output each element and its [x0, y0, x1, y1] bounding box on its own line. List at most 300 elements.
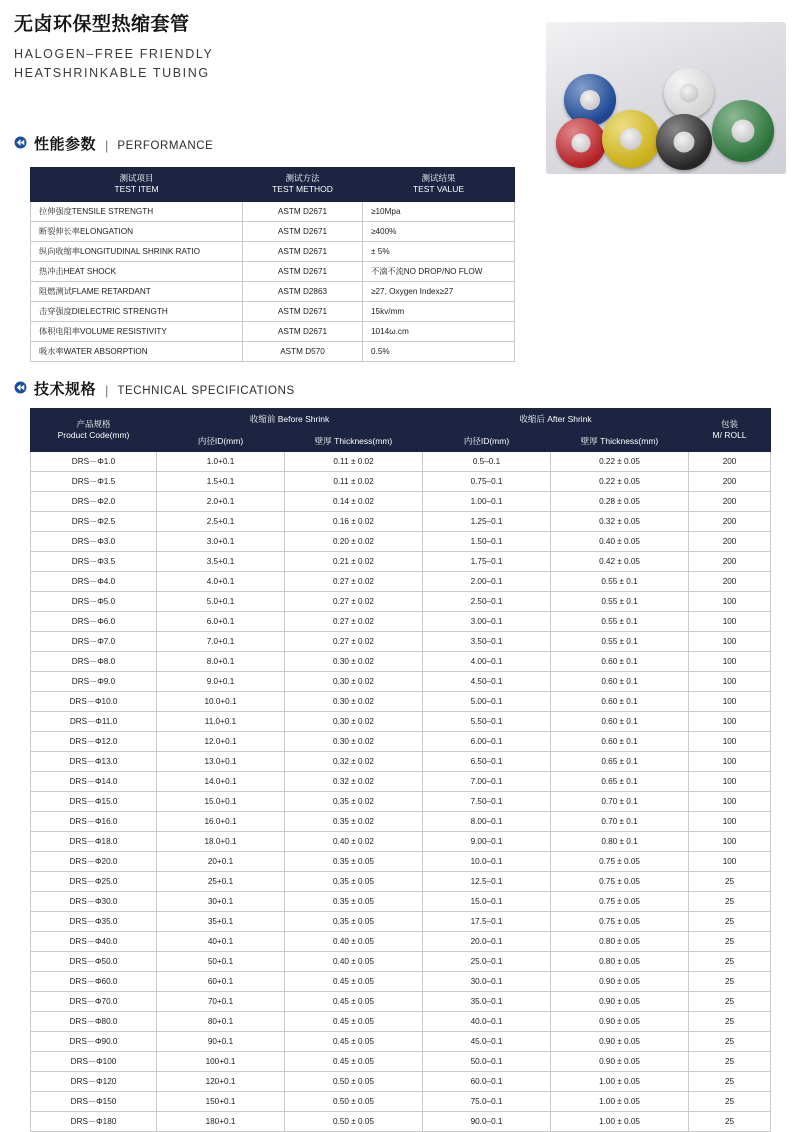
header-cn-inline: 收缩后 [519, 414, 545, 424]
spec-cell-code: DRS－Φ180 [31, 1112, 157, 1132]
table-row [31, 912, 771, 932]
table-row [31, 492, 771, 512]
spec-cell-after-id: 7.50–0.1 [423, 792, 551, 812]
table-row [31, 772, 771, 792]
spec-cell-before-thickness: 0.40 ± 0.02 [285, 832, 423, 852]
spec-cell-before-id: 3.5+0.1 [157, 552, 285, 572]
performance-cell-value: ± 5% [363, 241, 515, 261]
spec-cell-packing: 100 [689, 672, 771, 692]
spec-cell-after-thickness: 0.75 ± 0.05 [551, 912, 689, 932]
spec-cell-after-thickness: 0.60 ± 0.1 [551, 672, 689, 692]
spec-cell-before-id: 9.0+0.1 [157, 672, 285, 692]
table-row [31, 712, 771, 732]
spec-cell-packing: 25 [689, 1112, 771, 1132]
spec-cell-code: DRS－Φ15.0 [31, 792, 157, 812]
table-row [31, 281, 515, 301]
spec-cell-before-thickness: 0.40 ± 0.05 [285, 952, 423, 972]
spec-cell-after-thickness: 0.28 ± 0.05 [551, 492, 689, 512]
performance-cell-item: 吸水率WATER ABSORPTION [31, 341, 243, 361]
spec-cell-after-thickness: 0.40 ± 0.05 [551, 532, 689, 552]
technical-heading-separator: | [105, 383, 109, 398]
spec-cell-code: DRS－Φ12.0 [31, 732, 157, 752]
spec-cell-before-thickness: 0.35 ± 0.05 [285, 892, 423, 912]
table-row [31, 321, 515, 341]
spec-cell-code: DRS－Φ35.0 [31, 912, 157, 932]
spec-cell-after-thickness: 0.55 ± 0.1 [551, 632, 689, 652]
spec-cell-code: DRS－Φ5.0 [31, 592, 157, 612]
performance-heading-cn: 性能参数 [34, 136, 97, 153]
spec-cell-before-id: 13.0+0.1 [157, 752, 285, 772]
spec-cell-after-thickness: 0.70 ± 0.1 [551, 812, 689, 832]
spec-cell-packing: 100 [689, 772, 771, 792]
document-header [14, 14, 534, 84]
performance-cell-value: ≥10Mpa [363, 201, 515, 221]
spec-cell-code: DRS－Φ18.0 [31, 832, 157, 852]
header-cn: 产品规格 [76, 418, 111, 429]
performance-table [30, 167, 515, 362]
roll-core [572, 134, 591, 153]
spec-cell-packing: 25 [689, 1052, 771, 1072]
spec-cell-before-thickness: 0.35 ± 0.02 [285, 812, 423, 832]
table-row [31, 261, 515, 281]
spec-cell-before-id: 6.0+0.1 [157, 612, 285, 632]
spec-subheader-before-thickness: 壁厚 Thickness(mm) [285, 431, 423, 452]
spec-cell-after-id: 8.00–0.1 [423, 812, 551, 832]
spec-subheader-after-thickness: 壁厚 Thickness(mm) [551, 431, 689, 452]
spec-cell-code: DRS－Φ30.0 [31, 892, 157, 912]
spec-cell-before-thickness: 0.16 ± 0.02 [285, 512, 423, 532]
spec-cell-before-thickness: 0.45 ± 0.05 [285, 992, 423, 1012]
spec-cell-before-id: 150+0.1 [157, 1092, 285, 1112]
spec-cell-after-id: 2.00–0.1 [423, 572, 551, 592]
spec-cell-before-id: 10.0+0.1 [157, 692, 285, 712]
spec-cell-after-thickness: 0.60 ± 0.1 [551, 712, 689, 732]
white-roll [664, 68, 714, 118]
spec-cell-after-thickness: 1.00 ± 0.05 [551, 1072, 689, 1092]
spec-cell-before-id: 60+0.1 [157, 972, 285, 992]
spec-cell-before-id: 35+0.1 [157, 912, 285, 932]
spec-cell-code: DRS－Φ25.0 [31, 872, 157, 892]
performance-cell-item: 热冲击HEAT SHOCK [31, 261, 243, 281]
spec-cell-packing: 25 [689, 872, 771, 892]
roll-core [620, 128, 642, 150]
spec-cell-after-thickness: 1.00 ± 0.05 [551, 1092, 689, 1112]
spec-cell-code: DRS－Φ1.0 [31, 452, 157, 472]
spec-cell-after-id: 10.0–0.1 [423, 852, 551, 872]
roll-core [580, 90, 600, 110]
spec-cell-after-id: 1.00–0.1 [423, 492, 551, 512]
spec-cell-after-id: 45.0–0.1 [423, 1032, 551, 1052]
spec-cell-before-thickness: 0.40 ± 0.05 [285, 932, 423, 952]
spec-cell-before-thickness: 0.35 ± 0.02 [285, 792, 423, 812]
spec-cell-after-thickness: 0.90 ± 0.05 [551, 1052, 689, 1072]
spec-cell-before-thickness: 0.27 ± 0.02 [285, 612, 423, 632]
spec-cell-code: DRS－Φ3.0 [31, 532, 157, 552]
spec-cell-before-id: 16.0+0.1 [157, 812, 285, 832]
header-cn-inline: 收缩前 [249, 414, 276, 424]
spec-cell-after-id: 2.50–0.1 [423, 592, 551, 612]
table-row [31, 241, 515, 261]
roll-core [674, 132, 695, 153]
table-row [31, 552, 771, 572]
spec-cell-before-thickness: 0.45 ± 0.05 [285, 1012, 423, 1032]
performance-table-head [31, 168, 515, 202]
spec-cell-before-id: 90+0.1 [157, 1032, 285, 1052]
spec-subheader-before-id: 内径ID(mm) [157, 431, 285, 452]
table-row [31, 992, 771, 1012]
spec-cell-packing: 25 [689, 1092, 771, 1112]
performance-cell-method: ASTM D2671 [243, 301, 363, 321]
page-title-en-line2: HEATSHRINKABLE TUBING [14, 66, 210, 81]
spec-cell-before-id: 80+0.1 [157, 1012, 285, 1032]
spec-cell-code: DRS－Φ90.0 [31, 1032, 157, 1052]
roll-core [732, 120, 755, 143]
spec-cell-code: DRS－Φ60.0 [31, 972, 157, 992]
spec-cell-after-thickness: 0.42 ± 0.05 [551, 552, 689, 572]
spec-cell-after-id: 3.00–0.1 [423, 612, 551, 632]
spec-cell-code: DRS－Φ6.0 [31, 612, 157, 632]
spec-cell-before-thickness: 0.20 ± 0.02 [285, 532, 423, 552]
spec-cell-packing: 25 [689, 912, 771, 932]
table-row [31, 201, 515, 221]
table-row [31, 672, 771, 692]
performance-cell-method: ASTM D2671 [243, 321, 363, 341]
spec-cell-before-thickness: 0.27 ± 0.02 [285, 592, 423, 612]
performance-heading-separator: | [105, 138, 109, 153]
table-row [31, 1092, 771, 1112]
technical-specifications-table [30, 408, 771, 1132]
table-row [31, 1052, 771, 1072]
performance-cell-item: 纵向收缩率LONGITUDINAL SHRINK RATIO [31, 241, 243, 261]
spec-cell-before-thickness: 0.30 ± 0.02 [285, 692, 423, 712]
performance-cell-item: 体积电阻率VOLUME RESISTIVITY [31, 321, 243, 341]
table-row [31, 852, 771, 872]
spec-cell-code: DRS－Φ20.0 [31, 852, 157, 872]
spec-cell-packing: 200 [689, 572, 771, 592]
spec-cell-after-thickness: 0.80 ± 0.05 [551, 952, 689, 972]
performance-cell-item: 击穿强度DIELECTRIC STRENGTH [31, 301, 243, 321]
table-row [31, 652, 771, 672]
spec-cell-before-id: 14.0+0.1 [157, 772, 285, 792]
table-row [31, 632, 771, 652]
spec-cell-code: DRS－Φ7.0 [31, 632, 157, 652]
performance-cell-value: ≥27, Oxygen Index≥27 [363, 281, 515, 301]
spec-header-after-shrink [423, 409, 689, 431]
page-title-en-line1: HALOGEN–FREE FRIENDLY [14, 46, 214, 61]
spec-cell-before-thickness: 0.50 ± 0.05 [285, 1112, 423, 1132]
spec-cell-packing: 100 [689, 692, 771, 712]
table-row [31, 892, 771, 912]
header-before-shrink-text [159, 414, 420, 425]
table-row [31, 752, 771, 772]
header-en-inline: Before Shrink [277, 414, 330, 424]
spec-cell-before-id: 70+0.1 [157, 992, 285, 1012]
spec-cell-packing: 200 [689, 452, 771, 472]
spec-cell-before-thickness: 0.45 ± 0.05 [285, 1032, 423, 1052]
performance-header-test-method [243, 168, 363, 202]
spec-header-product-code [31, 409, 157, 452]
spec-cell-before-thickness: 0.45 ± 0.05 [285, 1052, 423, 1072]
spec-cell-packing: 200 [689, 472, 771, 492]
spec-group-header-row [31, 409, 771, 431]
performance-header-test-item [31, 168, 243, 202]
table-row [31, 341, 515, 361]
table-row [31, 872, 771, 892]
green-roll [712, 100, 774, 162]
blue-roll [564, 74, 616, 126]
table-row [31, 1012, 771, 1032]
spec-cell-after-thickness: 0.22 ± 0.05 [551, 452, 689, 472]
spec-cell-packing: 200 [689, 492, 771, 512]
spec-cell-after-id: 25.0–0.1 [423, 952, 551, 972]
spec-cell-code: DRS－Φ50.0 [31, 952, 157, 972]
performance-cell-item: 断裂伸长率ELONGATION [31, 221, 243, 241]
page-title-cn: 无卤环保型热缩套管 [14, 14, 190, 35]
black-roll [656, 114, 712, 170]
spec-cell-code: DRS－Φ14.0 [31, 772, 157, 792]
spec-cell-packing: 100 [689, 812, 771, 832]
spec-cell-after-id: 6.00–0.1 [423, 732, 551, 752]
spec-cell-after-id: 75.0–0.1 [423, 1092, 551, 1112]
spec-cell-code: DRS－Φ16.0 [31, 812, 157, 832]
spec-cell-before-thickness: 0.14 ± 0.02 [285, 492, 423, 512]
spec-cell-after-thickness: 0.90 ± 0.05 [551, 1032, 689, 1052]
performance-cell-method: ASTM D2671 [243, 221, 363, 241]
spec-cell-code: DRS－Φ9.0 [31, 672, 157, 692]
spec-cell-before-id: 120+0.1 [157, 1072, 285, 1092]
yellow-roll [602, 110, 660, 168]
spec-cell-before-thickness: 0.35 ± 0.05 [285, 872, 423, 892]
diamond-bullet-icon [14, 381, 27, 394]
header-cn: 测试结果 [421, 173, 456, 183]
spec-cell-after-id: 7.00–0.1 [423, 772, 551, 792]
performance-heading-en: PERFORMANCE [117, 139, 214, 152]
spec-cell-packing: 25 [689, 892, 771, 912]
spec-cell-code: DRS－Φ4.0 [31, 572, 157, 592]
spec-cell-before-id: 4.0+0.1 [157, 572, 285, 592]
header-en: TEST METHOD [272, 184, 333, 195]
spec-cell-after-id: 4.00–0.1 [423, 652, 551, 672]
performance-section-heading [14, 136, 213, 152]
spec-cell-before-thickness: 0.32 ± 0.02 [285, 752, 423, 772]
performance-cell-value: ≥400% [363, 221, 515, 241]
performance-cell-value: 15kv/mm [363, 301, 515, 321]
spec-subheader-after-id: 内径ID(mm) [423, 431, 551, 452]
spec-cell-before-id: 1.0+0.1 [157, 452, 285, 472]
spec-cell-packing: 25 [689, 952, 771, 972]
table-row [31, 612, 771, 632]
header-en-inline: After Shrink [547, 414, 592, 424]
spec-cell-code: DRS－Φ40.0 [31, 932, 157, 952]
performance-header-row [31, 168, 515, 202]
spec-cell-after-id: 0.5–0.1 [423, 452, 551, 472]
spec-cell-before-thickness: 0.30 ± 0.02 [285, 672, 423, 692]
spec-cell-after-id: 60.0–0.1 [423, 1072, 551, 1092]
table-row [31, 972, 771, 992]
spec-cell-code: DRS－Φ13.0 [31, 752, 157, 772]
spec-cell-after-id: 40.0–0.1 [423, 1012, 551, 1032]
performance-cell-method: ASTM D2671 [243, 241, 363, 261]
spec-header-before-shrink [157, 409, 423, 431]
spec-cell-before-id: 50+0.1 [157, 952, 285, 972]
spec-cell-after-thickness: 0.75 ± 0.05 [551, 872, 689, 892]
spec-cell-packing: 25 [689, 1032, 771, 1052]
diamond-bullet-icon [14, 136, 27, 149]
spec-cell-after-id: 30.0–0.1 [423, 972, 551, 992]
table-row [31, 472, 771, 492]
spec-cell-packing: 100 [689, 652, 771, 672]
spec-cell-after-thickness: 0.60 ± 0.1 [551, 652, 689, 672]
spec-cell-before-thickness: 0.35 ± 0.05 [285, 852, 423, 872]
spec-cell-packing: 100 [689, 752, 771, 772]
spec-cell-before-id: 2.0+0.1 [157, 492, 285, 512]
header-cn: 测试方法 [285, 173, 320, 183]
spec-cell-after-id: 0.75–0.1 [423, 472, 551, 492]
spec-cell-before-thickness: 0.30 ± 0.02 [285, 712, 423, 732]
header-cn: 测试项目 [119, 173, 154, 183]
spec-cell-before-thickness: 0.30 ± 0.02 [285, 732, 423, 752]
spec-cell-packing: 100 [689, 852, 771, 872]
performance-cell-method: ASTM D2671 [243, 261, 363, 281]
spec-cell-packing: 100 [689, 832, 771, 852]
table-row [31, 732, 771, 752]
spec-cell-after-thickness: 0.90 ± 0.05 [551, 972, 689, 992]
spec-cell-after-thickness: 0.55 ± 0.1 [551, 572, 689, 592]
table-row [31, 1072, 771, 1092]
spec-cell-code: DRS－Φ10.0 [31, 692, 157, 712]
performance-header-test-value [363, 168, 515, 202]
table-row [31, 952, 771, 972]
spec-cell-before-id: 100+0.1 [157, 1052, 285, 1072]
spec-cell-after-id: 1.50–0.1 [423, 532, 551, 552]
spec-cell-packing: 25 [689, 992, 771, 1012]
spec-cell-before-thickness: 0.32 ± 0.02 [285, 772, 423, 792]
table-row [31, 692, 771, 712]
spec-cell-packing: 100 [689, 612, 771, 632]
spec-cell-before-id: 3.0+0.1 [157, 532, 285, 552]
table-row [31, 512, 771, 532]
spec-cell-after-id: 1.75–0.1 [423, 552, 551, 572]
spec-cell-packing: 25 [689, 972, 771, 992]
spec-cell-packing: 25 [689, 1012, 771, 1032]
spec-cell-after-id: 20.0–0.1 [423, 932, 551, 952]
spec-cell-after-thickness: 0.75 ± 0.05 [551, 892, 689, 912]
header-cn: 包装 [721, 418, 739, 429]
table-row [31, 792, 771, 812]
table-row [31, 221, 515, 241]
spec-cell-after-id: 90.0–0.1 [423, 1112, 551, 1132]
spec-cell-after-thickness: 0.90 ± 0.05 [551, 992, 689, 1012]
spec-cell-packing: 200 [689, 552, 771, 572]
spec-cell-after-thickness: 0.60 ± 0.1 [551, 732, 689, 752]
header-en: TEST ITEM [114, 184, 159, 195]
spec-cell-code: DRS－Φ8.0 [31, 652, 157, 672]
technical-heading-cn: 技术规格 [34, 381, 97, 398]
spec-cell-packing: 200 [689, 532, 771, 552]
spec-cell-before-thickness: 0.35 ± 0.05 [285, 912, 423, 932]
spec-cell-code: DRS－Φ120 [31, 1072, 157, 1092]
spec-cell-after-id: 9.00–0.1 [423, 832, 551, 852]
spec-cell-after-id: 15.0–0.1 [423, 892, 551, 912]
header-en: TEST VALUE [412, 184, 465, 195]
table-row [31, 301, 515, 321]
spec-cell-before-id: 40+0.1 [157, 932, 285, 952]
table-row [31, 592, 771, 612]
spec-cell-packing: 25 [689, 1072, 771, 1092]
table-row [31, 1112, 771, 1132]
spec-cell-packing: 100 [689, 792, 771, 812]
spec-cell-packing: 100 [689, 732, 771, 752]
performance-cell-value: 1014ω.cm [363, 321, 515, 341]
spec-cell-after-thickness: 0.65 ± 0.1 [551, 772, 689, 792]
spec-cell-code: DRS－Φ80.0 [31, 1012, 157, 1032]
spec-cell-packing: 100 [689, 712, 771, 732]
spec-cell-before-id: 18.0+0.1 [157, 832, 285, 852]
roll-core [680, 84, 699, 103]
performance-cell-item: 阻燃测试FLAME RETARDANT [31, 281, 243, 301]
spec-cell-packing: 25 [689, 932, 771, 952]
spec-cell-code: DRS－Φ70.0 [31, 992, 157, 1012]
spec-cell-code: DRS－Φ2.5 [31, 512, 157, 532]
technical-heading-en: TECHNICAL SPECIFICATIONS [117, 384, 295, 397]
spec-cell-after-id: 50.0–0.1 [423, 1052, 551, 1072]
spec-cell-after-id: 3.50–0.1 [423, 632, 551, 652]
spec-cell-before-id: 7.0+0.1 [157, 632, 285, 652]
spec-cell-after-thickness: 0.22 ± 0.05 [551, 472, 689, 492]
spec-cell-after-thickness: 0.70 ± 0.1 [551, 792, 689, 812]
performance-cell-value: 不滴不流NO DROP/NO FLOW [363, 261, 515, 281]
spec-cell-before-id: 12.0+0.1 [157, 732, 285, 752]
spec-cell-packing: 200 [689, 512, 771, 532]
spec-cell-before-thickness: 0.11 ± 0.02 [285, 472, 423, 492]
spec-cell-after-id: 35.0–0.1 [423, 992, 551, 1012]
spec-cell-after-thickness: 0.65 ± 0.1 [551, 752, 689, 772]
spec-cell-code: DRS－Φ1.5 [31, 472, 157, 492]
spec-cell-before-id: 30+0.1 [157, 892, 285, 912]
performance-cell-value: 0.5% [363, 341, 515, 361]
spec-cell-before-id: 5.0+0.1 [157, 592, 285, 612]
spec-cell-code: DRS－Φ150 [31, 1092, 157, 1112]
spec-cell-before-id: 2.5+0.1 [157, 512, 285, 532]
performance-table-body [31, 201, 515, 361]
page-title-en [14, 45, 534, 84]
table-row [31, 932, 771, 952]
spec-cell-after-id: 1.25–0.1 [423, 512, 551, 532]
spec-cell-before-thickness: 0.11 ± 0.02 [285, 452, 423, 472]
table-row [31, 1032, 771, 1052]
table-row [31, 572, 771, 592]
spec-cell-packing: 100 [689, 592, 771, 612]
spec-cell-after-thickness: 0.75 ± 0.05 [551, 852, 689, 872]
red-roll [556, 118, 606, 168]
spec-cell-after-thickness: 0.55 ± 0.1 [551, 612, 689, 632]
spec-cell-after-thickness: 0.80 ± 0.05 [551, 932, 689, 952]
spec-cell-code: DRS－Φ11.0 [31, 712, 157, 732]
spec-cell-before-thickness: 0.21 ± 0.02 [285, 552, 423, 572]
performance-cell-method: ASTM D2671 [243, 201, 363, 221]
technical-section-heading [14, 381, 295, 397]
spec-cell-before-id: 20+0.1 [157, 852, 285, 872]
header-en: M/ ROLL [712, 430, 747, 441]
spec-cell-before-id: 15.0+0.1 [157, 792, 285, 812]
spec-cell-after-id: 4.50–0.1 [423, 672, 551, 692]
table-row [31, 452, 771, 472]
spec-cell-after-id: 17.5–0.1 [423, 912, 551, 932]
table-row [31, 532, 771, 552]
spec-cell-after-id: 5.50–0.1 [423, 712, 551, 732]
spec-cell-before-id: 8.0+0.1 [157, 652, 285, 672]
spec-cell-after-id: 12.5–0.1 [423, 872, 551, 892]
